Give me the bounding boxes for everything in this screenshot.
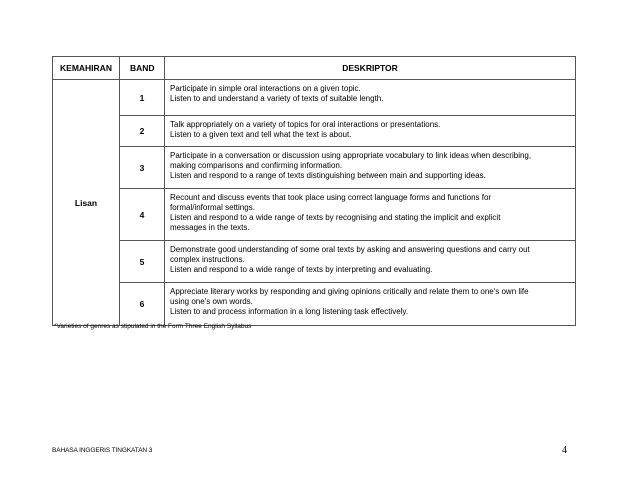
descriptor-line: Listen to and process information in a long listening task effectively.	[170, 307, 409, 316]
descriptor-line: Appreciate literary works by responding and giving opinions critically and relate them to one's own life	[170, 287, 529, 296]
descriptor-line: complex instructions.	[170, 255, 245, 264]
descriptor-line: Listen and respond to a wide range of texts by interpreting and evaluating.	[170, 265, 433, 274]
header-descriptor: DESKRIPTOR	[165, 57, 576, 80]
descriptor-cell	[165, 80, 576, 116]
header-row	[53, 57, 576, 80]
descriptor-line: formal/informal settings.	[170, 203, 255, 212]
descriptor-cell	[165, 116, 576, 147]
descriptor-line: using one's own words.	[170, 297, 253, 306]
band-cell: 4	[120, 189, 165, 241]
descriptor-line: Recount and discuss events that took place using correct language forms and functions for	[170, 193, 492, 202]
band-cell: 2	[120, 116, 165, 147]
page-number: 4	[562, 445, 567, 456]
band-cell: 5	[120, 241, 165, 283]
descriptor-cell	[165, 283, 576, 326]
table-row	[53, 147, 576, 189]
header-band: BAND	[120, 57, 165, 80]
descriptor-line: Demonstrate good understanding of some oral texts by asking and answering questions and carry out	[170, 245, 530, 254]
rubric-table	[52, 56, 576, 326]
descriptor-line: Listen to and understand a variety of texts of suitable length.	[170, 94, 384, 103]
descriptor-line: Participate in simple oral interactions on a given topic.	[170, 84, 361, 93]
descriptor-cell	[165, 189, 576, 241]
table-row	[53, 189, 576, 241]
footer-title: BAHASA INGGERIS TINGKATAN 3	[52, 447, 153, 454]
band-cell: 1	[120, 80, 165, 116]
skill-cell: Lisan	[53, 80, 120, 326]
descriptor-cell	[165, 147, 576, 189]
descriptor-line: making comparisons and confirming information.	[170, 161, 343, 170]
table-row	[53, 80, 576, 116]
descriptor-line: messages in the texts.	[170, 223, 250, 232]
descriptor-line: Listen and respond to a range of texts distinguishing between main and supporting ideas.	[170, 171, 486, 180]
band-cell: 3	[120, 147, 165, 189]
table-row	[53, 283, 576, 326]
header-skill: KEMAHIRAN	[53, 57, 120, 80]
band-cell: 6	[120, 283, 165, 326]
descriptor-line: Participate in a conversation or discussion using appropriate vocabulary to link ideas when describing,	[170, 151, 532, 160]
descriptor-line: Listen to a given text and tell what the text is about.	[170, 130, 352, 139]
descriptor-line: Listen and respond to a wide range of texts by recognising and stating the implicit and explicit	[170, 213, 501, 222]
table-row	[53, 116, 576, 147]
descriptor-line: Talk appropriately on a variety of topics for oral interactions or presentations.	[170, 120, 441, 129]
footnote: *Varieties of genres as stipulated in the Form Three English Syllabus	[54, 323, 252, 330]
descriptor-cell	[165, 241, 576, 283]
table-row	[53, 241, 576, 283]
